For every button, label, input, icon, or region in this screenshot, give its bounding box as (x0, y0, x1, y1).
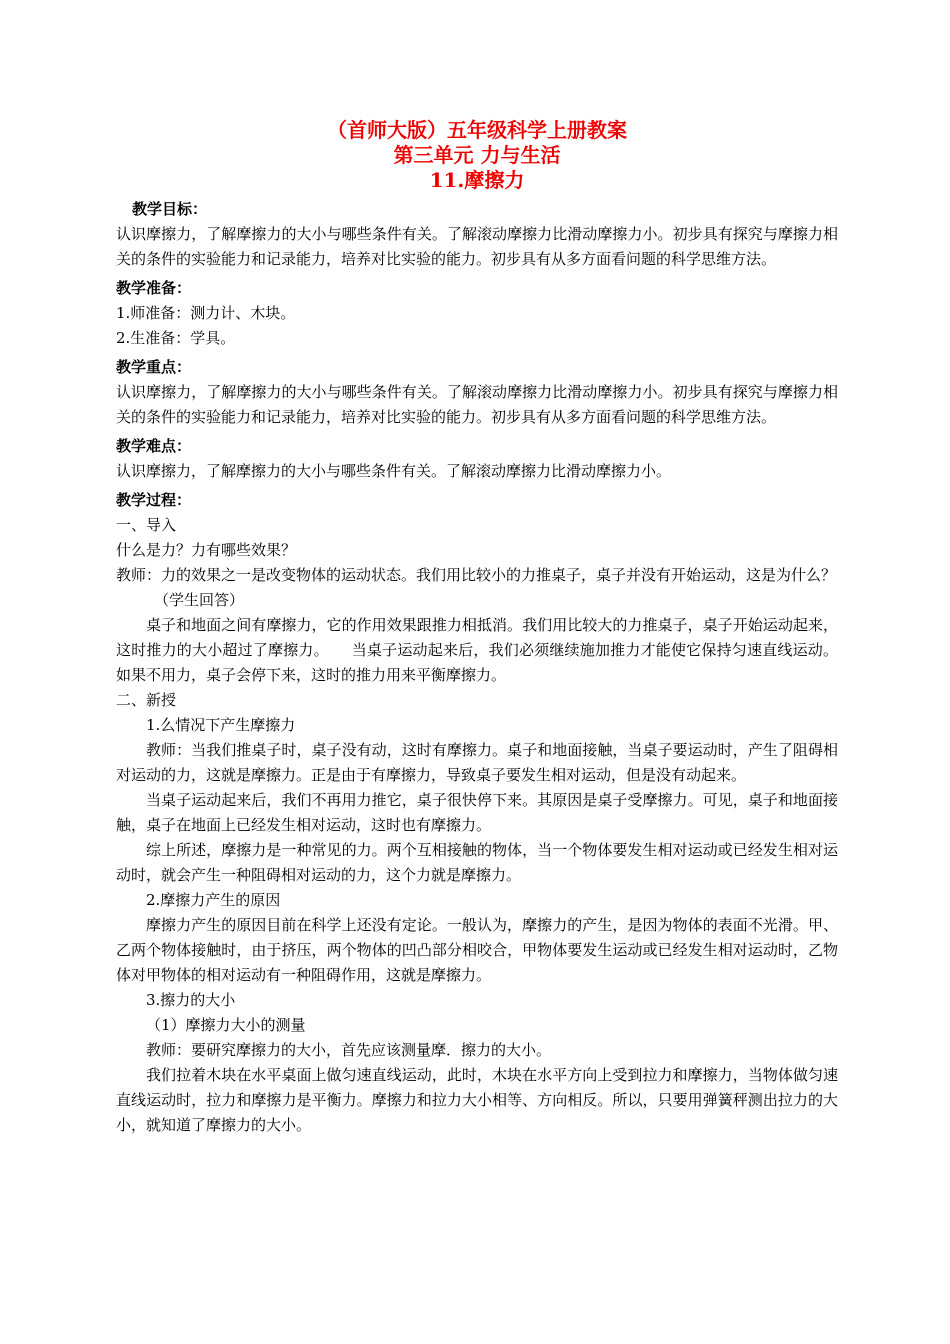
intro-explanation: 桌子和地面之间有摩擦力，它的作用效果跟推力相抵消。我们用比较大的力推桌子，桌子开始运动起来，这时推力的大小超过了摩擦力。 当桌子运动起来后，我们必须继续施加推力才能使它保持匀速直线运动。如果不用力，桌子会停下来，这时的推力用来平衡摩擦力。 (116, 616, 838, 684)
document-page (116, 118, 838, 1138)
section3-title: 3.擦力的大小 (146, 991, 236, 1009)
section2-title: 2.摩擦力产生的原因 (146, 891, 281, 909)
section1-para3: 综上所述，摩擦力是一种常见的力。两个互相接触的物体，当一个物体要发生相对运动或已经发生相对运动时，就会产生一种阻碍相对运动的力，这个力就是摩擦力。 (116, 841, 838, 884)
part1-title: 一、导入 (116, 516, 177, 534)
intro-question: 什么是力？力有哪些效果？ (116, 541, 297, 559)
process-heading: 教学过程： (116, 491, 192, 509)
section3-para2: 我们拉着木块在水平桌面上做匀速直线运动，此时，木块在水平方向上受到拉力和摩擦力，当物体做匀速直线运动时，拉力和摩擦力是平衡力。摩擦力和拉力大小相等、方向相反。所以，只要用弹簧秤测出拉力的大小，就知道了摩擦力的大小。 (116, 1066, 838, 1134)
lesson-title: 11.摩擦力 (429, 168, 525, 192)
section3-para1: 教师：要研究摩擦力的大小，首先应该测量摩．擦力的大小。 (146, 1041, 552, 1059)
document-title: （首师大版）五年级科学上册教案 (327, 118, 627, 142)
section3-subtitle: （1）摩擦力大小的测量 (146, 1016, 306, 1034)
section1-para2: 当桌子运动起来后，我们不再用力推它，桌子很快停下来。其原因是桌子受摩擦力。可见，桌子和地面接触，桌子在地面上已经发生相对运动，这时也有摩擦力。 (116, 791, 838, 834)
student-answer-note: （学生回答） (154, 591, 245, 609)
intro-teacher: 教师：力的效果之一是改变物体的运动状态。我们用比较小的力推桌子，桌子并没有开始运动，这是为什么？ (116, 566, 837, 584)
prep-item-teacher: 1.师准备：测力计、木块。 (116, 304, 296, 322)
difficulty-text: 认识摩擦力，了解摩擦力的大小与哪些条件有关。了解滚动摩擦力比滑动摩擦力小。 (116, 462, 672, 480)
section2-para1: 摩擦力产生的原因目前在科学上还没有定论。一般认为，摩擦力的产生，是因为物体的表面不光滑。甲、乙两个物体接触时，由于挤压，两个物体的凹凸部分相咬合，甲物体要发生运动或已经发生相对运动时，乙物体对甲物体的相对运动有一种阻碍作用，这就是摩擦力。 (116, 916, 838, 984)
section1-para1: 教师：当我们推桌子时，桌子没有动，这时有摩擦力。桌子和地面接触，当桌子要运动时，产生了阻碍相对运动的力，这就是摩擦力。正是由于有摩擦力，导致桌子要发生相对运动，但是没有动起来。 (116, 741, 838, 784)
key-heading: 教学重点： (116, 358, 192, 376)
section1-title: 1.么情况下产生摩擦力 (146, 716, 296, 734)
part2-title: 二、新授 (116, 691, 177, 709)
goals-heading: 教学目标： (132, 200, 208, 218)
difficulty-heading: 教学难点： (116, 437, 192, 455)
goals-text: 认识摩擦力，了解摩擦力的大小与哪些条件有关。了解滚动摩擦力比滑动摩擦力小。初步具有探究与摩擦力相关的条件的实验能力和记录能力，培养对比实验的能力。初步具有从多方面看问题的科学思维方法。 (116, 225, 838, 268)
prep-item-student: 2.生准备：学具。 (116, 329, 236, 347)
key-text: 认识摩擦力，了解摩擦力的大小与哪些条件有关。了解滚动摩擦力比滑动摩擦力小。初步具有探究与摩擦力相关的条件的实验能力和记录能力，培养对比实验的能力。初步具有从多方面看问题的科学思维方法。 (116, 383, 838, 426)
prep-heading: 教学准备： (116, 279, 192, 297)
unit-title: 第三单元 力与生活 (393, 143, 561, 167)
